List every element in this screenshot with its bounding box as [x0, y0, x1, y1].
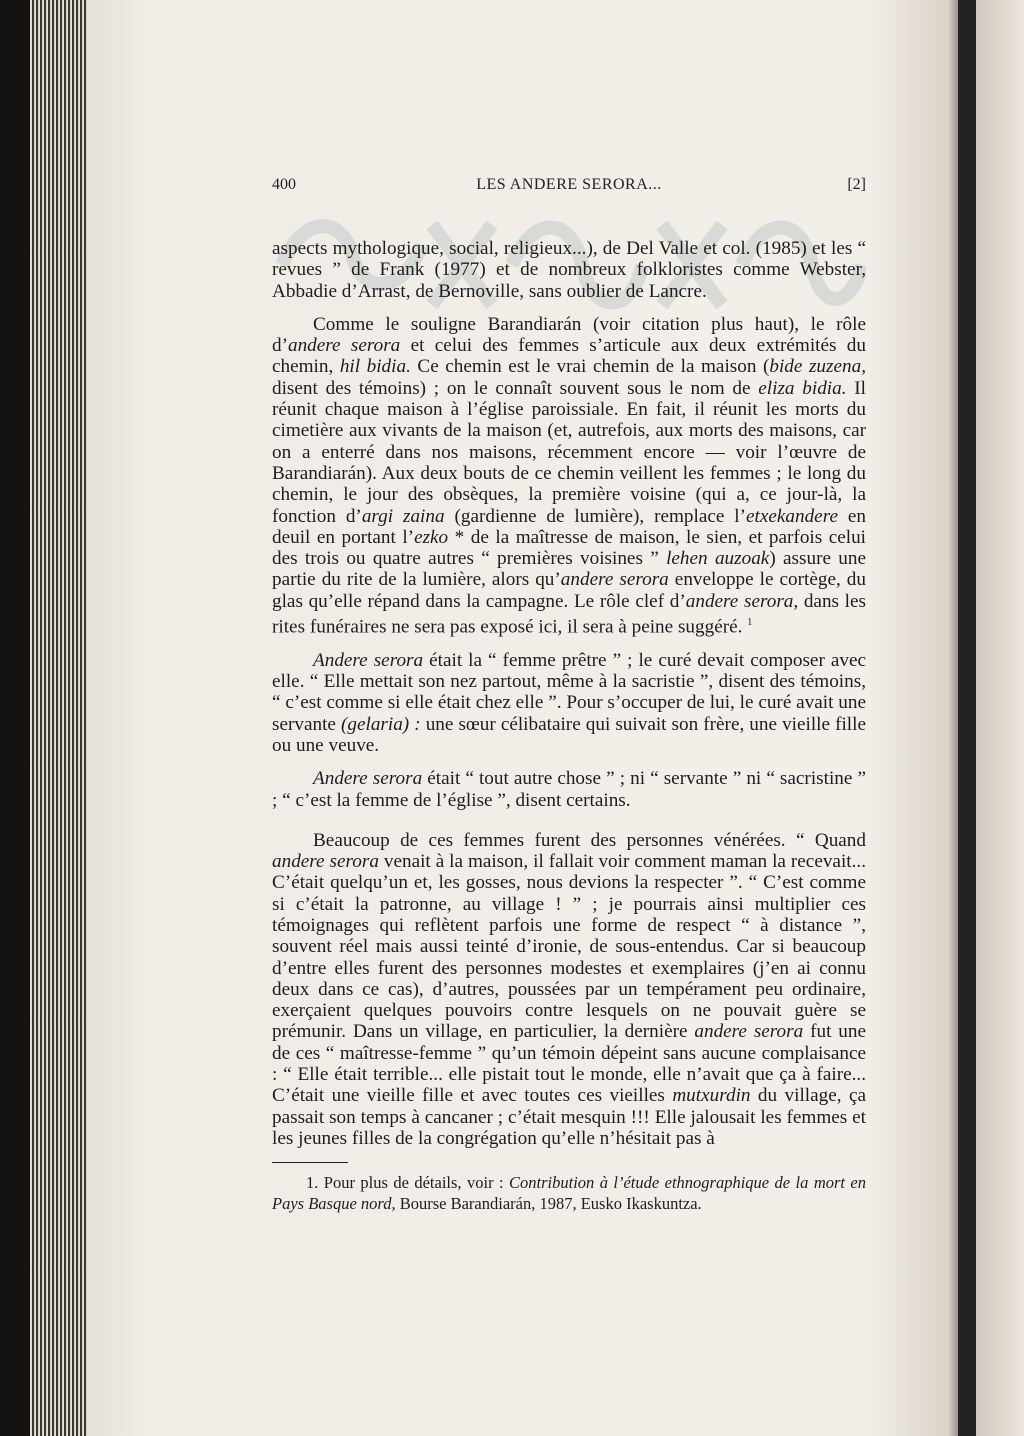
italic-term: etxekandere — [746, 505, 838, 527]
section-reference: [2] — [847, 176, 866, 193]
italic-term: andere serora, — [685, 590, 799, 612]
text-run: une sœur célibataire qui suivait son frère, une vieille fille ou une veuve. — [272, 713, 866, 756]
italic-term: eliza bidia. — [758, 377, 847, 399]
page-stack-edge — [0, 0, 90, 1436]
text-run: (gardienne de lumière), remplace l’ — [444, 505, 746, 527]
italic-term: argi zaina — [361, 505, 445, 527]
italic-term: Contribution à l’étude ethnographique de la mort en Pays Basque nord, — [272, 1173, 867, 1213]
running-title: LES ANDERE SERORA... — [476, 176, 662, 193]
text-run: Comme le souligne Barandiarán (voir citation plus haut), le rôle d’ — [272, 313, 866, 357]
text-run: et celui des femmes s’articule aux deux extrémités du chemin, — [272, 335, 866, 378]
italic-term: bide zuzena, — [769, 356, 866, 378]
text-run: Bourse Barandiarán, 1987, Eusko Ikaskuntza. — [395, 1194, 702, 1213]
text-run: aspects mythologique, social, religieux...), de Del Valle et col. (1985) et les “ revues ” de Frank (1977) et de nombreux folkloristes comme Webster, Abbadie d’Arrast, de Bernoville, sans oublier de Lancre. — [272, 238, 866, 302]
text-run: Beaucoup de ces femmes furent des personnes vénérées. “ Quand — [313, 829, 866, 851]
paragraph — [272, 768, 866, 811]
text-run: dans les rites funéraires ne sera pas exposé ici, il sera à peine suggéré. — [272, 590, 866, 638]
footnote-text — [272, 1172, 866, 1214]
italic-term: mutxurdin — [672, 1085, 751, 1107]
paragraph — [272, 650, 866, 756]
text-run: Il réunit chaque maison à l’église paroissiale. En fait, il réunit les morts du cimetière aux vivants de la maison (et, autrefois, aux morts des maisons, car on a enterré dans nos maisons, récemment encore — voir l’œuvre de Barandiarán). Aux deux bouts de ce chemin veillent les femmes ; le long du chemin, le jour des obsèques, la première voisine (qui a, ce jour-là, la fonction d’ — [272, 377, 866, 527]
text-run: * de la maîtresse de maison, le sien, et parfois celui des trois ou quatre autres “ premières voisines ” — [272, 526, 867, 570]
paragraph — [272, 314, 866, 638]
italic-term: hil bidia. — [339, 356, 411, 378]
italic-term: lehen auzoak — [666, 548, 770, 570]
text-run: disent des témoins) ; on le connaît souvent sous le nom de — [272, 377, 759, 399]
book-gutter — [958, 0, 976, 1436]
italic-term: andere serora — [694, 1021, 804, 1043]
italic-term: Andere serora — [313, 649, 424, 671]
text-run: était la “ femme prêtre ” ; le curé devait composer avec elle. “ Elle mettait son nez partout, même à la sacristie ”, disent des témoins, “ c’est comme si elle était chez elle ”. Pour s’occuper de lui, le curé avait une servante — [272, 649, 866, 735]
italic-term: andere serora — [560, 569, 669, 591]
text-run: enveloppe le cortège, du glas qu’elle répand dans la campagne. Le rôle clef d’ — [272, 569, 866, 612]
page-number: 400 — [272, 176, 296, 193]
body-text — [272, 238, 866, 1149]
italic-term: ezko — [414, 526, 449, 548]
text-run: ) assure une partie du rite de la lumière, alors qu’ — [272, 548, 866, 591]
italic-term: Andere serora — [313, 768, 423, 790]
text-run: 1. Pour plus de détails, voir : — [306, 1173, 510, 1192]
facing-page-edge — [976, 0, 1024, 1436]
book-edge-shadow — [0, 0, 30, 1436]
footnote-marker: 1 — [747, 617, 753, 629]
italic-term: andere serora — [272, 851, 379, 873]
text-run: venait à la maison, il fallait voir comment maman la recevait... C’était quelqu’un et, les gosses, nous devions la respecter ”. “ C’est comme si c’était la patronne, au village ! ” ; je pourrais ainsi multiplier ces témoignages qui reflètent parfois une forme de respect “ à distance ”, souvent réel mais aussi teinté d’ironie, de sous-entendus. Car si beaucoup d’entre elles furent des personnes modestes et exemplaires (j’en ai connu deux dans ce cas), d’autres, poussées par un tempérament peu ordinaire, exerçaient quelques pouvoirs contre lesquels on ne pouvait guère se prémunir. Dans un village, en particulier, la dernière — [272, 851, 867, 1043]
text-run: du village, ça passait son temps à cancaner ; c’était mesquin !!! Elle jalousait les femmes et les jeunes filles de la congrégation qu’elle n’hésitait pas à — [272, 1085, 866, 1149]
text-run: était “ tout autre chose ” ; ni “ servante ” ni “ sacristine ” ; “ c’est la femme de l’église ”, disent certains. — [272, 768, 866, 811]
text-run: en deuil en portant l’ — [272, 505, 866, 548]
italic-term: andere serora — [287, 335, 401, 357]
paragraph — [272, 238, 866, 302]
footnote — [272, 1172, 866, 1214]
text-run: fut une de ces “ maîtresse-femme ” qu’un témoin dépeint sans aucune complaisance : “ Elle était terrible... elle pistait tout le monde, elle n’avait que ça à faire... C’était une vieille fille et avec toutes ces vieilles — [272, 1021, 866, 1107]
text-run: Ce chemin est le vrai chemin de la maison ( — [410, 356, 770, 378]
footnote-rule — [272, 1162, 348, 1163]
italic-term: (gelaria) : — [340, 713, 421, 735]
paragraph — [272, 830, 866, 1149]
